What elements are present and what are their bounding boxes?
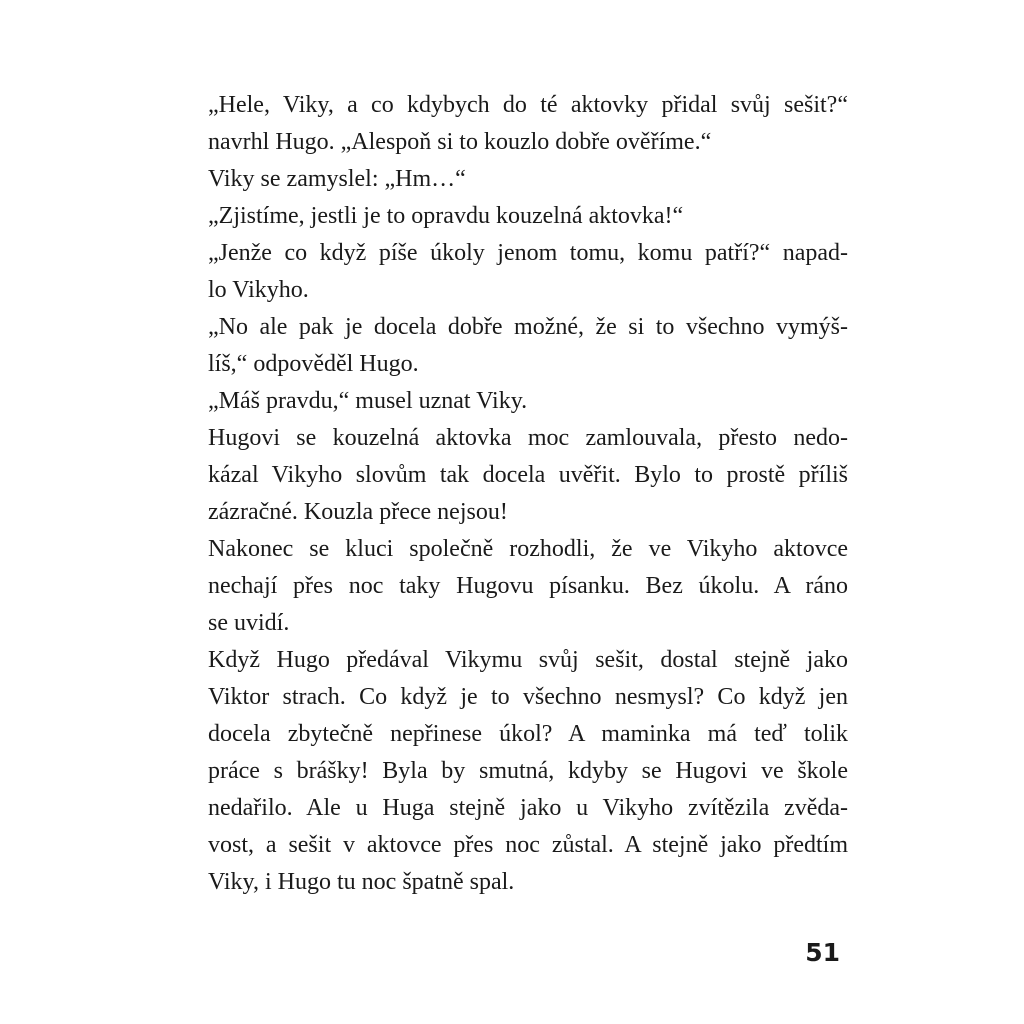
text-line: lo Vikyho. [208,277,309,303]
text-line: líš,“ odpověděl Hugo. [208,351,419,377]
text-line: kázal Vikyho slovům tak docela uvěřit. Bylo to prostě příliš [208,462,848,488]
text-line: „Hele, Viky, a co kdybych do té aktovky přidal svůj sešit?“ [208,92,848,118]
text-line: se uvidí. [208,610,290,636]
text-line: nechají přes noc taky Hugovu písanku. Bez úkolu. A ráno [208,573,848,599]
text-line: Viky se zamyslel: „Hm…“ [208,166,466,192]
text-line: Viky, i Hugo tu noc špatně spal. [208,869,515,895]
text-line: Viktor strach. Co když je to všechno nesmysl? Co když jen [208,684,848,710]
text-line: práce s brášky! Byla by smutná, kdyby se Hugovi ve škole [208,758,848,784]
text-line: docela zbytečně nepřinese úkol? A maminka má teď tolik [208,721,848,747]
text-line: navrhl Hugo. „Alespoň si to kouzlo dobře ověříme.“ [208,129,712,155]
body-text [208,87,848,901]
text-line: vost, a sešit v aktovce přes noc zůstal. A stejně jako předtím [208,832,848,858]
text-line: Když Hugo předával Vikymu svůj sešit, dostal stejně jako [208,647,848,673]
text-line: nedařilo. Ale u Huga stejně jako u Vikyho zvítězila zvěda- [208,795,848,821]
text-line: „No ale pak je docela dobře možné, že si to všechno vymýš- [208,314,848,340]
text-line: zázračné. Kouzla přece nejsou! [208,499,508,525]
text-line: „Máš pravdu,“ musel uznat Viky. [208,388,528,414]
text-line: „Jenže co když píše úkoly jenom tomu, komu patří?“ napad- [208,240,848,266]
text-line: „Zjistíme, jestli je to opravdu kouzelná aktovka!“ [208,203,684,229]
page-number: 51 [805,938,840,967]
text-line: Nakonec se kluci společně rozhodli, že ve Vikyho aktovce [208,536,848,562]
text-line: Hugovi se kouzelná aktovka moc zamlouvala, přesto nedo- [208,425,848,451]
